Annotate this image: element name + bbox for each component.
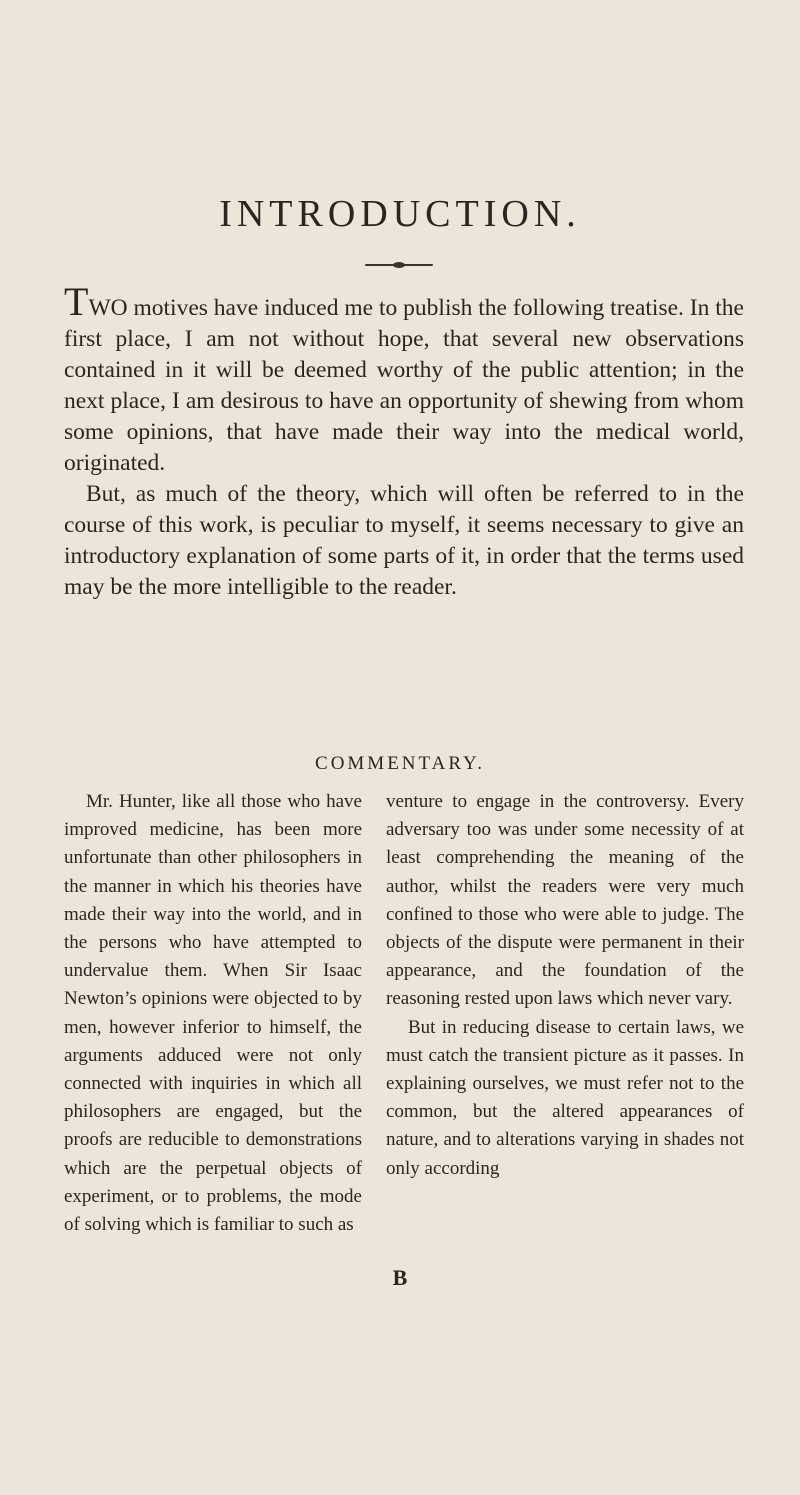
introduction-text: [64, 279, 744, 603]
intro-paragraph-2: But, as much of the theory, which will often be referred to in the course of this work, is peculiar to myself, it seems necessary to give an introductory explanation of some parts of it, in order that the terms used may be the more intelligible to the reader.: [64, 481, 744, 600]
signature-mark: B: [392, 1265, 408, 1290]
commentary-left-column: [64, 788, 362, 1239]
commentary-right-paragraph-2: But in reducing disease to certain laws, we must catch the transient picture as it passes. In explaining ourselves, we must refer not to the common, but the altered appearances of nature, and to alterations varying in shades not only according: [386, 1016, 744, 1179]
commentary-right-paragraph-1: venture to engage in the controversy. Every adversary too was under some necessity of at least comprehending the meaning of the author, whilst the readers were very much confined to those who were able to judge. The objects of the dispute were permanent in their appearance, and the foundation of the reasoning rested upon laws which never vary.: [386, 791, 744, 1010]
commentary-left-paragraph: Mr. Hunter, like all those who have improved medicine, has been more unfortunate than other philosophers in the manner in which his theories have made their way into the world, and in the persons who have attempted to undervalue them. When Sir Isaac Newton’s opinions were objected to by men, however inferior to himself, the arguments adduced were not only connected with inquiries in which all philosophers are engaged, but the proofs are reducible to demonstrations which are the perpetual objects of experiment, or to problems, the mode of solving which is familiar to such as: [64, 791, 362, 1236]
intro-paragraph-1: [64, 279, 744, 479]
intro-paragraph-1-text: WO motives have induced me to publish the following treatise. In the first place, I am not without hope, that several new observations contained in it will be deemed worthy of the public attention; in the next place, I am desirous to have an opportunity of shewing from whom some opinions, that have made their way into the medical world, originated.: [64, 295, 744, 476]
commentary-heading: COMMENTARY.: [315, 753, 485, 774]
drop-cap: T: [64, 279, 89, 324]
commentary-right-column: [386, 788, 744, 1183]
page-title: INTRODUCTION.: [219, 193, 581, 235]
ornamental-rule: [365, 264, 433, 266]
